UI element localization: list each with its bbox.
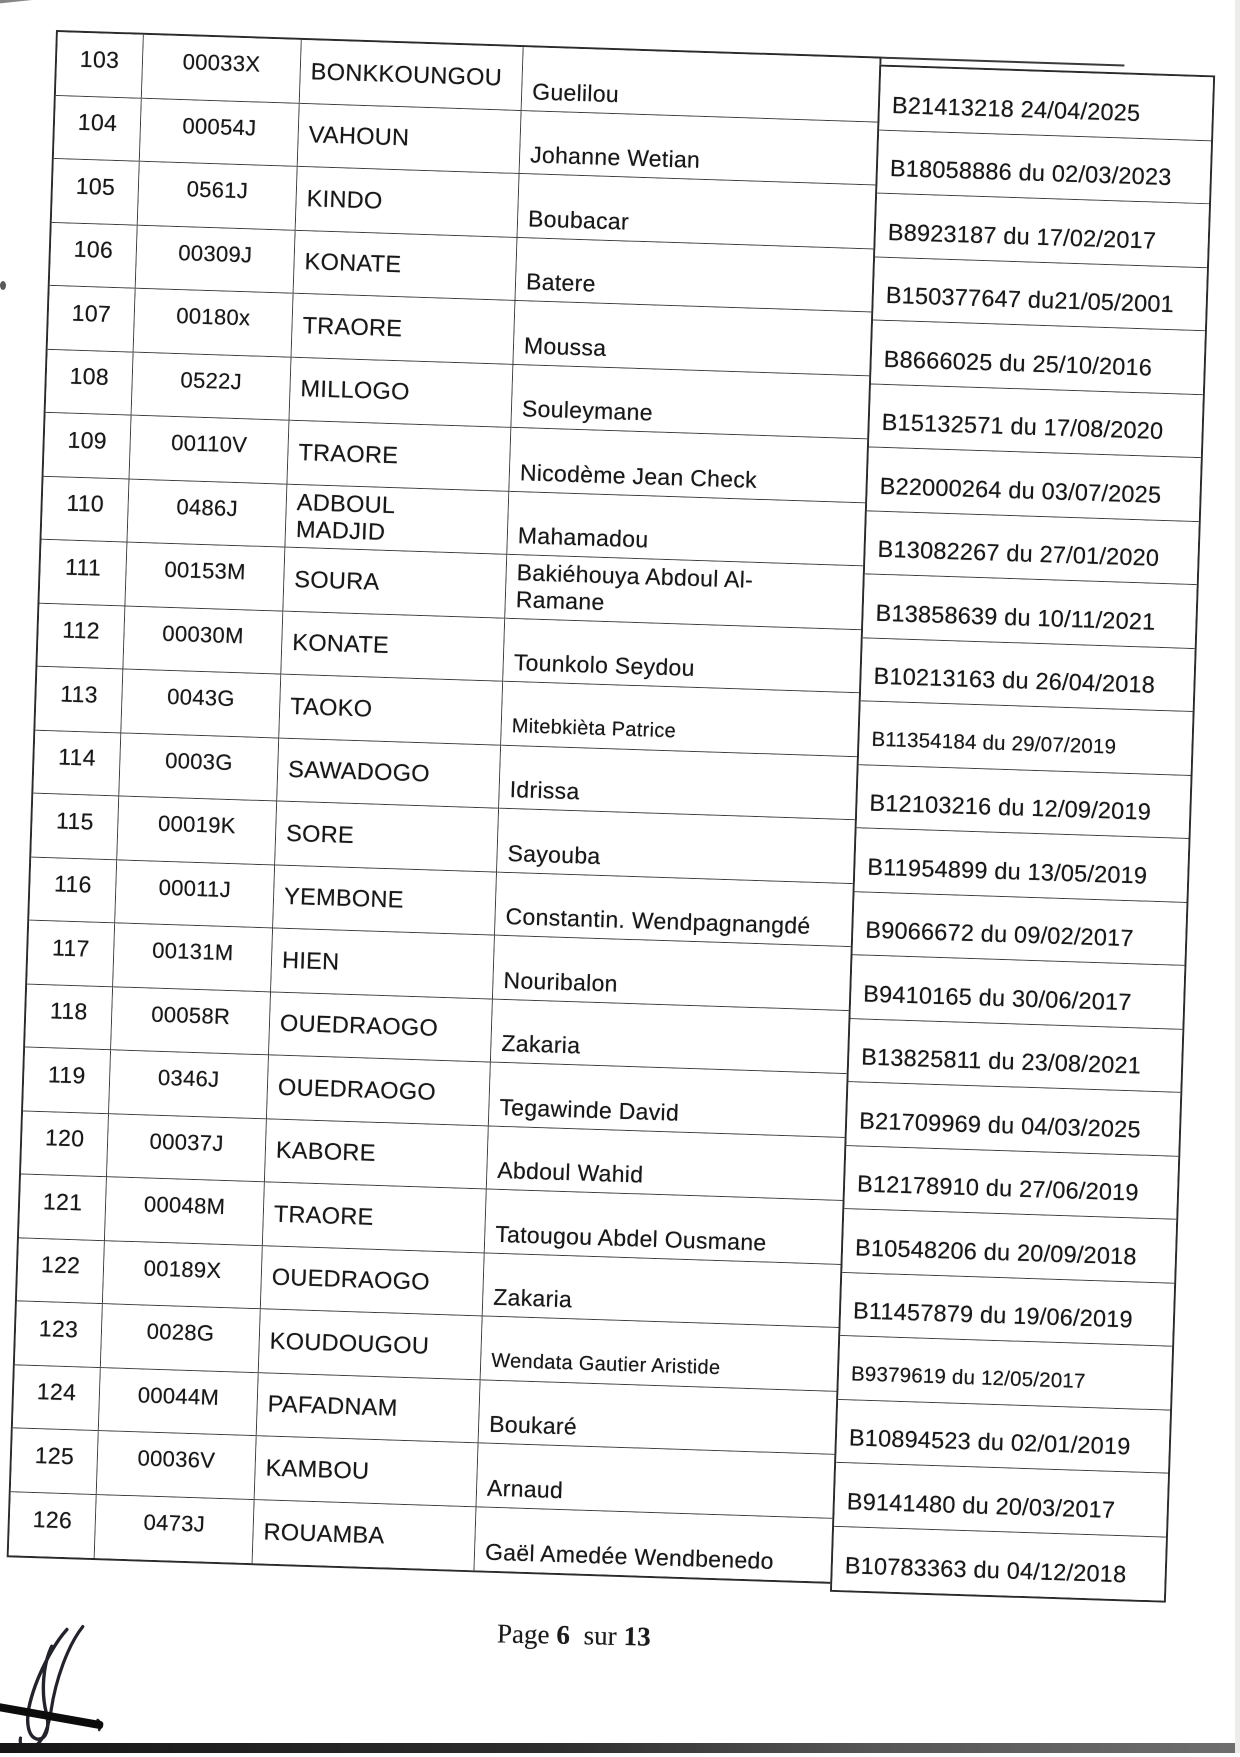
id-date-cell: B9410165 du 30/06/2017 [850,955,1184,1029]
surname-cell: KONATE [281,611,505,682]
row-number-cell: 121 [19,1174,107,1240]
id-date-cell: B12103216 du 12/09/2019 [857,765,1191,839]
id-date-cell: B10783363 du 04/12/2018 [832,1526,1166,1600]
given-name-cell: Boukaré [479,1380,837,1455]
row-number-cell: 111 [39,540,127,606]
code-cell: 00019K [117,796,277,865]
surname-cell: HIEN [271,928,495,999]
surname-cell: SAWADOGO [277,738,501,809]
surname-cell: KAMBOU [255,1436,479,1507]
row-number-cell: 110 [42,476,130,542]
given-name-cell: Abdoul Wahid [487,1126,845,1201]
page-footer [497,1618,651,1652]
id-date-cell: B22000264 du 03/07/2025 [867,447,1201,521]
surname-cell: TAOKO [279,675,503,746]
code-cell: 00011J [115,860,275,929]
surname-cell: SOURA [283,548,507,619]
given-name-cell: Tounkolo Seydou [503,618,861,693]
given-name-cell: Bakiéhouya Abdoul Al- Ramane [505,555,863,630]
code-cell: 0486J [127,479,287,548]
footer-total-pages: 13 [623,1621,652,1652]
code-cell: 00180x [134,289,294,358]
id-date-cell: B9379619 du 12/05/2017 [838,1336,1172,1410]
code-cell: 00054J [140,98,300,167]
id-date-cell: B11354184 du 29/07/2019 [859,701,1193,775]
id-date-cell: B11954899 du 13/05/2019 [855,828,1189,902]
given-name-cell: Batere [515,238,873,313]
id-date-cell: B11457879 du 19/06/2019 [840,1273,1174,1347]
surname-cell: TRAORE [263,1182,487,1253]
code-cell: 0028G [101,1304,261,1373]
code-cell: 0043G [121,670,281,739]
code-cell: 00058R [111,987,271,1056]
signature-mark [5,1621,112,1756]
surname-cell: TRAORE [287,421,511,492]
given-name-cell: Tatougou Abdel Ousmane [485,1190,843,1265]
surname-cell: SORE [275,802,499,873]
code-cell: 00036V [97,1431,257,1500]
surname-cell: OUEDRAOGO [261,1246,485,1317]
code-cell: 00037J [107,1114,267,1183]
row-number-cell: 114 [33,730,121,796]
row-number-cell: 106 [50,222,138,288]
given-name-cell: Mahamadou [507,491,865,566]
row-number-cell: 119 [23,1048,111,1114]
surname-cell: ADBOUL MADJID [285,484,509,555]
given-name-cell: Nicodème Jean Check [509,428,867,503]
code-cell: 0561J [138,162,298,231]
id-date-cell: B13825811 du 23/08/2021 [848,1019,1182,1093]
id-date-cell: B9066672 du 09/02/2017 [853,892,1187,966]
given-name-cell: Wendata Gautier Aristide [481,1316,839,1391]
code-cell: 00153M [125,543,285,612]
row-number-cell: 105 [52,159,140,225]
footer-word-page: Page [496,1618,550,1650]
scanned-table-region [6,30,1221,1627]
code-cell: 0003G [119,733,279,802]
code-cell: 00030M [123,606,283,675]
id-date-cell: B15132571 du 17/08/2020 [869,384,1203,458]
surname-cell: OUEDRAOGO [269,992,493,1063]
surname-cell: KOUDOUGOU [259,1309,483,1380]
given-name-cell: Johanne Wetian [520,111,878,186]
given-name-cell: Gaël Amedée Wendbenedo [474,1507,832,1582]
row-number-cell: 126 [9,1492,97,1558]
id-date-cell: B12178910 du 27/06/2019 [844,1146,1178,1220]
row-number-cell: 117 [27,921,115,987]
footer-page-number: 6 [556,1619,571,1650]
given-name-cell: Idrissa [499,745,857,820]
surname-cell: BONKKOUNGOU [300,40,524,111]
code-cell: 00189X [103,1241,263,1310]
surname-cell: MILLOGO [290,357,514,428]
id-date-cell: B8923187 du 17/02/2017 [875,194,1209,268]
row-number-cell: 123 [15,1301,103,1367]
id-date-cell: B18058886 du 02/03/2023 [877,130,1211,204]
row-number-cell: 115 [31,794,119,860]
row-number-cell: 108 [46,349,134,415]
code-cell: 00044M [99,1368,259,1437]
code-cell: 0522J [132,352,292,421]
given-name-cell: Boubacar [518,174,876,249]
given-name-cell: Nouribalon [493,936,851,1011]
id-date-cell: B150377647 du21/05/2001 [873,257,1207,331]
id-date-cell: B10213163 du 26/04/2018 [861,638,1195,712]
row-number-cell: 118 [25,984,113,1050]
id-date-cell: B21709969 du 04/03/2025 [846,1082,1180,1156]
surname-cell: VAHOUN [298,103,522,174]
code-cell: 0346J [109,1050,269,1119]
row-number-cell: 120 [21,1111,109,1177]
code-cell: 00131M [113,923,273,992]
row-number-cell: 103 [56,32,144,98]
code-cell: 00110V [130,416,290,485]
given-name-cell: Mitebkièta Patrice [501,682,859,757]
id-date-cell: B21413218 24/04/2025 [879,67,1213,141]
given-name-cell: Souleymane [511,364,869,439]
code-cell: 0473J [95,1495,255,1564]
row-number-cell: 112 [37,603,125,669]
given-name-cell: Moussa [513,301,871,376]
row-number-cell: 113 [35,667,123,733]
row-number-cell: 124 [13,1365,101,1431]
row-number-cell: 116 [29,857,117,923]
surname-cell: KINDO [296,167,520,238]
code-cell: 00048M [105,1177,265,1246]
given-name-cell: Arnaud [477,1443,835,1518]
surname-cell: YEMBONE [273,865,497,936]
row-number-cell: 109 [44,413,132,479]
id-date-column [830,65,1215,1603]
scan-edge-right [1235,0,1240,1753]
footer-word-sur: sur [583,1620,618,1651]
surname-cell: OUEDRAOGO [267,1055,491,1126]
row-number-cell: 125 [11,1428,99,1494]
registry-table [7,30,882,1584]
surname-cell: PAFADNAM [257,1373,481,1444]
given-name-cell: Guelilou [522,47,880,122]
given-name-cell: Tegawinde David [489,1063,847,1138]
given-name-cell: Constantin. Wendpagnangdé [495,872,853,947]
id-date-cell: B13858639 du 10/11/2021 [863,574,1197,648]
scan-edge-bottom-bar [0,1743,1240,1753]
row-number-cell: 122 [17,1238,105,1304]
id-date-cell: B10548206 du 20/09/2018 [842,1209,1176,1283]
id-date-cell: B10894523 du 02/01/2019 [836,1399,1170,1473]
scan-artifact-top-left [0,0,34,4]
surname-cell: TRAORE [292,294,516,365]
code-cell: 00033X [142,35,302,104]
given-name-cell: Zakaria [491,999,849,1074]
id-date-cell: B9141480 du 20/03/2017 [834,1463,1168,1537]
surname-cell: KABORE [265,1119,489,1190]
row-number-cell: 107 [48,286,136,352]
surname-cell: ROUAMBA [253,1500,477,1571]
surname-cell: KONATE [294,230,518,301]
given-name-cell: Sayouba [497,809,855,884]
id-date-cell: B8666025 du 25/10/2016 [871,321,1205,395]
scan-artifact-left-speck [0,281,6,290]
row-number-cell: 104 [54,96,142,162]
code-cell: 00309J [136,225,296,294]
id-date-cell: B13082267 du 27/01/2020 [865,511,1199,585]
given-name-cell: Zakaria [483,1253,841,1328]
